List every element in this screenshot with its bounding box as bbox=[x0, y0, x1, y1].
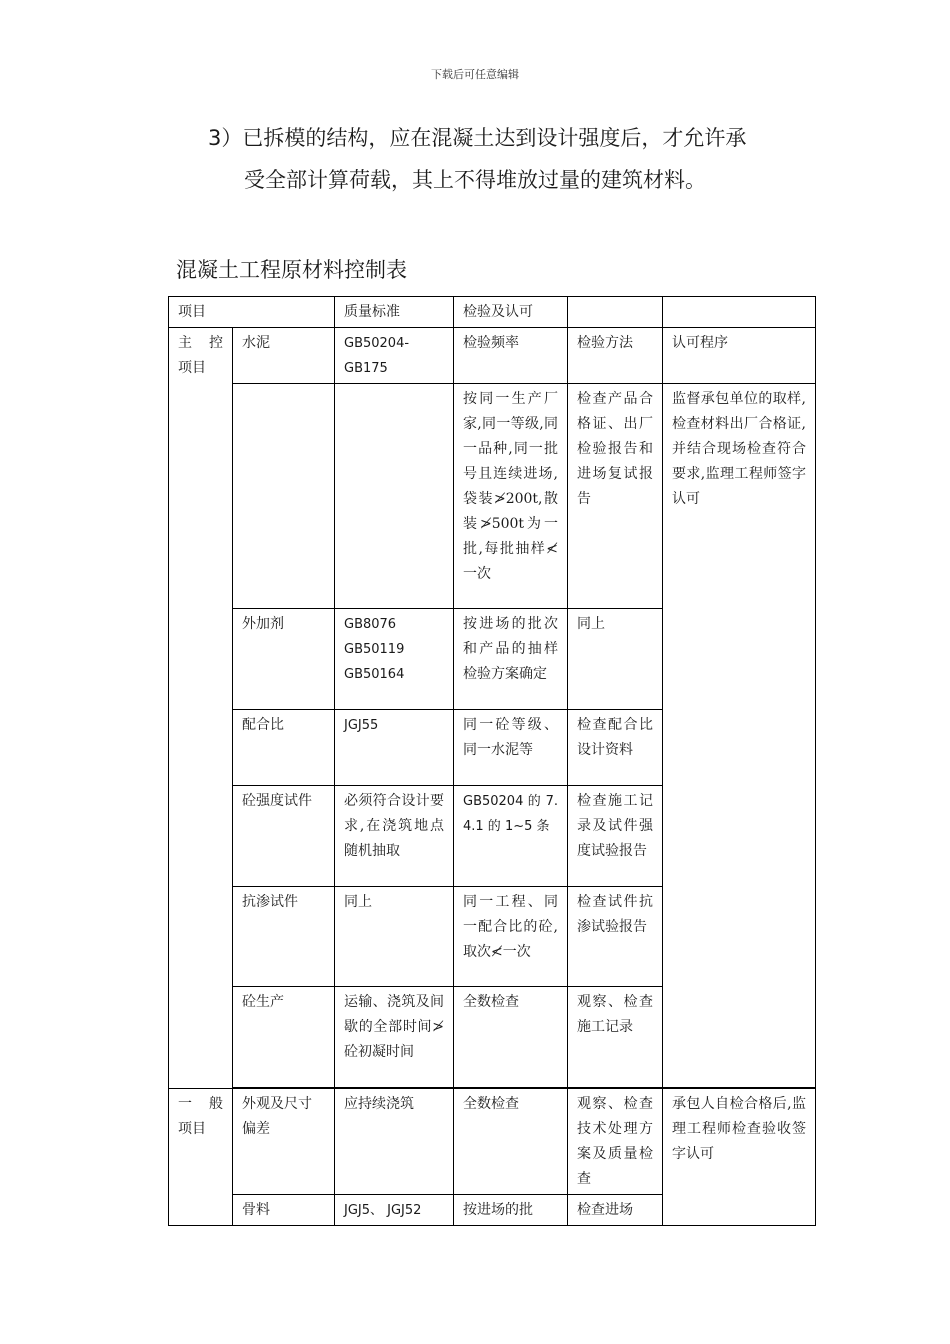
cell-admixture-name: 外加剂 bbox=[233, 609, 335, 710]
cell-freq-head: 检验频率 bbox=[454, 328, 568, 384]
cell-seepage-method: 检查试件抗渗试验报告 bbox=[568, 887, 663, 987]
cell-appearance-method: 观察、检查技术处理方案及质量检查 bbox=[568, 1089, 663, 1195]
header-item: 项目 bbox=[169, 297, 335, 328]
cell-production-name: 砼生产 bbox=[233, 987, 335, 1088]
table-row bbox=[169, 328, 816, 384]
header-empty-2 bbox=[663, 297, 816, 328]
cell-strength-freq: GB50204 的 7.4.1 的 1~5 条 bbox=[454, 786, 568, 887]
cement-standard-2: GB175 bbox=[344, 361, 388, 376]
cell-cement-freq: 按同一生产厂家,同一等级,同一品种,同一批号且连续进场,袋装≯200t,散装≯500t为一批,每批抽样≮一次 bbox=[454, 384, 568, 609]
admixture-standard-3: GB50164 bbox=[344, 667, 405, 682]
cell-strength-name: 砼强度试件 bbox=[233, 786, 335, 887]
page-header: 下载后可任意编辑 bbox=[431, 68, 519, 81]
cell-production-standard: 运输、浇筑及间歇的全部时间≯砼初凝时间 bbox=[335, 987, 454, 1088]
paragraph-line-2: 受全部计算荷载，其上不得堆放过量的建筑材料。 bbox=[244, 168, 706, 192]
cell-aggregate-freq: 按进场的批 bbox=[454, 1195, 568, 1226]
cell-cement-approve: 监督承包单位的取样,检查材料出厂合格证,并结合现场检查符合要求,监理工程师签字认可 bbox=[663, 384, 816, 1088]
cell-mix-method: 检查配合比设计资料 bbox=[568, 710, 663, 786]
cell-seepage-name: 抗渗试件 bbox=[233, 887, 335, 987]
cell-mix-standard: JGJ55 bbox=[335, 710, 454, 786]
cell-empty-standard bbox=[335, 384, 454, 609]
cell-appearance-freq: 全数检查 bbox=[454, 1089, 568, 1195]
cell-empty-name bbox=[233, 384, 335, 609]
table-header-row bbox=[169, 297, 816, 328]
material-control-table bbox=[168, 296, 816, 1226]
cell-production-method: 观察、检查施工记录 bbox=[568, 987, 663, 1088]
group-main-control: 主 控 项目 bbox=[169, 328, 233, 1089]
table-title: 混凝土工程原材料控制表 bbox=[176, 258, 407, 282]
cell-aggregate-method: 检查进场 bbox=[568, 1195, 663, 1226]
paragraph-line-1: 3）已拆模的结构，应在混凝土达到设计强度后，才允许承 bbox=[208, 126, 747, 150]
cell-approve-head: 认可程序 bbox=[663, 328, 816, 384]
header-inspect: 检验及认可 bbox=[454, 297, 568, 328]
cell-aggregate-standard: JGJ5、 JGJ52 bbox=[335, 1195, 454, 1226]
cell-cement-standard bbox=[335, 328, 454, 384]
cell-mix-name: 配合比 bbox=[233, 710, 335, 786]
cell-production-freq: 全数检查 bbox=[454, 987, 568, 1088]
cement-standard-1: GB50204- bbox=[344, 336, 410, 351]
cell-seepage-freq: 同一工程、同一配合比的砼,取次≮一次 bbox=[454, 887, 568, 987]
cell-seepage-standard: 同上 bbox=[335, 887, 454, 987]
table-row bbox=[169, 1089, 816, 1195]
cell-mix-freq: 同一砼等级、同一水泥等 bbox=[454, 710, 568, 786]
group-general: 一 般 项目 bbox=[169, 1089, 233, 1226]
cell-admixture-standard bbox=[335, 609, 454, 710]
cell-appearance-standard: 应持续浇筑 bbox=[335, 1089, 454, 1195]
cell-cement-method: 检查产品合格证、出厂检验报告和进场复试报告 bbox=[568, 384, 663, 609]
cell-admixture-freq: 按进场的批次和产品的抽样检验方案确定 bbox=[454, 609, 568, 710]
cell-aggregate-name: 骨料 bbox=[233, 1195, 335, 1226]
cell-appearance-name: 外观及尺寸偏差 bbox=[233, 1089, 335, 1195]
cell-cement-name: 水泥 bbox=[233, 328, 335, 384]
table-row bbox=[169, 384, 816, 609]
cell-strength-method: 检查施工记录及试件强度试验报告 bbox=[568, 786, 663, 887]
cell-admixture-method: 同上 bbox=[568, 609, 663, 710]
admixture-standard-2: GB50119 bbox=[344, 642, 405, 657]
header-empty-1 bbox=[568, 297, 663, 328]
header-standard: 质量标准 bbox=[335, 297, 454, 328]
cell-strength-standard: 必须符合设计要求,在浇筑地点随机抽取 bbox=[335, 786, 454, 887]
cell-appearance-approve: 承包人自检合格后,监理工程师检查验收签字认可 bbox=[663, 1089, 816, 1226]
admixture-standard-1: GB8076 bbox=[344, 617, 397, 632]
cell-method-head: 检验方法 bbox=[568, 328, 663, 384]
